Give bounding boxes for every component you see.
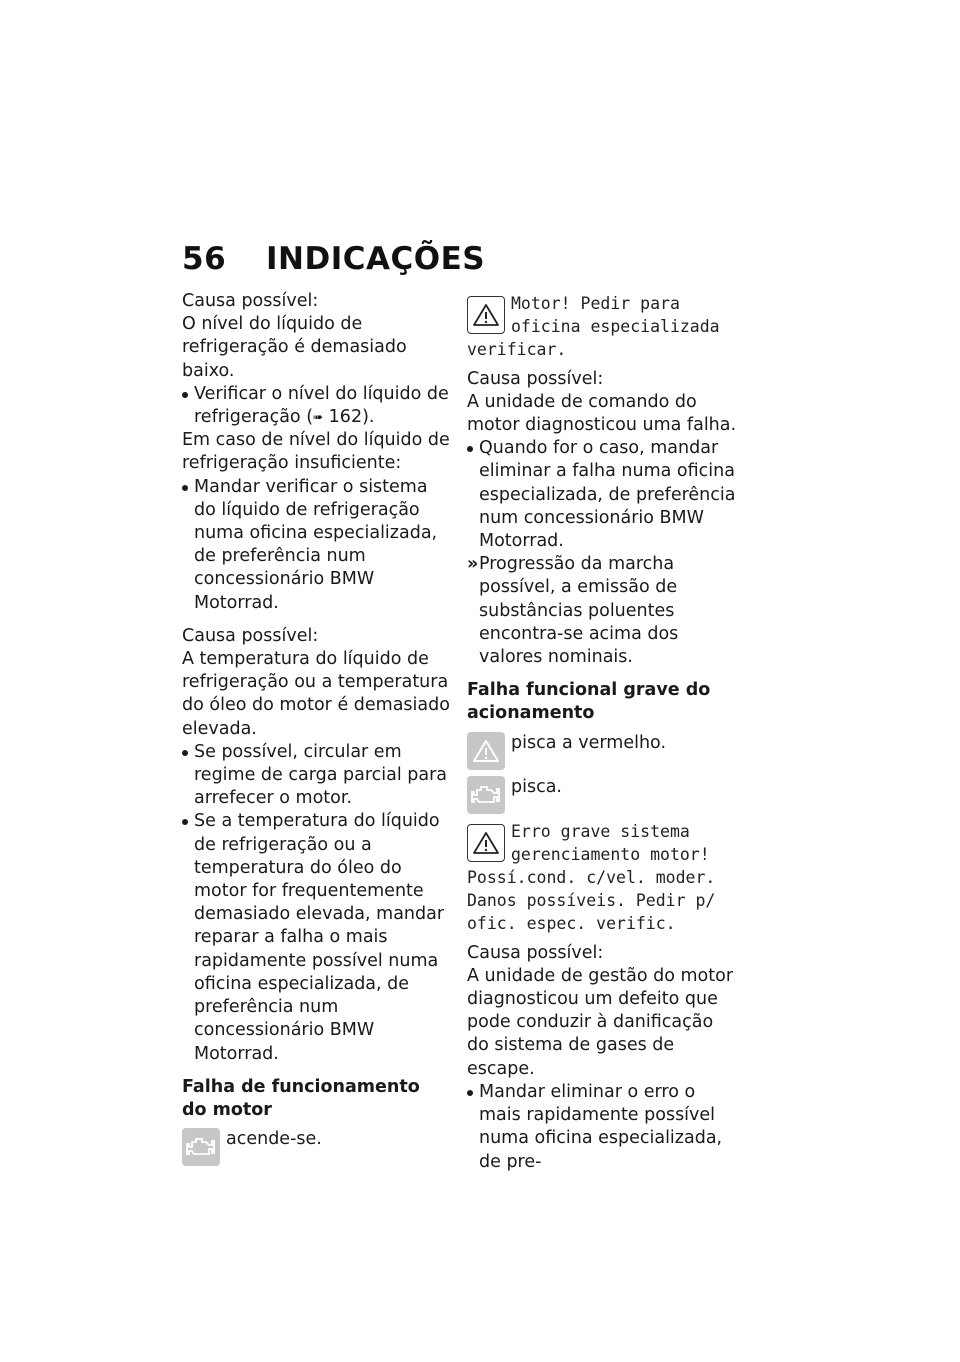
right-column: [467, 290, 739, 1174]
warning-triangle-icon: [467, 824, 505, 862]
cause-label: Causa possível:: [182, 625, 319, 646]
cause-label: Causa possível:: [182, 291, 319, 311]
cause-label: Causa possível:: [467, 368, 604, 389]
bullet-item: Verificar o nível do líquido de refrigeração (➠ 162).: [182, 383, 450, 429]
engine-check-icon: [467, 776, 505, 814]
page-title: INDICAÇÕES: [266, 241, 486, 277]
indicator-text: pisca a vermelho.: [511, 732, 667, 753]
cause-text: A temperatura do líquido de refrigeração ou a temperatura do óleo do motor é demasiado elevada.: [182, 649, 450, 739]
bullet-item: Mandar eliminar o erro o mais rapidamente possível numa oficina especializada, de pre-: [467, 1081, 739, 1174]
page-header: [182, 241, 485, 277]
indicator-row: [467, 776, 739, 814]
cause-text: A unidade de gestão do motor diagnosticou um defeito que pode conduzir à danificação do sistema de gases de escape.: [467, 965, 734, 1079]
left-column: [182, 290, 450, 1172]
bullet-item: Quando for o caso, mandar eliminar a falha numa oficina especializada, de preferência num concessionário BMW Motorrad.: [467, 437, 739, 553]
bullet-item: Se a temperatura do líquido de refrigeração ou a temperatura do óleo do motor for frequentemente demasiado elevada, mandar reparar a falha o mais rapidamente possível numa oficina especializada, de preferência num concessionário BMW Motorrad.: [182, 810, 450, 1065]
condition-text: Em caso de nível do líquido de refrigeração insuficiente:: [182, 430, 450, 474]
cause-text: O nível do líquido de refrigeração é demasiado baixo.: [182, 314, 407, 381]
warning-triangle-icon: [467, 732, 505, 770]
engine-check-icon: [182, 1128, 220, 1166]
arrow-right-icon: ➠: [313, 410, 324, 425]
display-message: Erro grave sistema gerenciamento motor! Possí.cond. c/vel. moder. Danos possíveis. Pedir p/ ofic. espec. verific.: [467, 821, 716, 934]
result-item: » Progressão da marcha possível, a emissão de substâncias poluentes encontra-se acima dos valores nominais.: [467, 554, 679, 668]
indicator-row: [182, 1128, 450, 1166]
indicator-row: [467, 732, 739, 770]
cause-text: A unidade de comando do motor diagnosticou uma falha.: [467, 391, 737, 436]
section-heading: Falha de funcionamento do motor: [182, 1076, 420, 1120]
display-message: Motor! Pedir para oficina especializada verificar.: [467, 294, 720, 360]
page-reference[interactable]: 162: [328, 407, 363, 428]
section-heading: Falha funcional grave do acionamento: [467, 680, 711, 724]
warning-triangle-icon: [467, 296, 505, 334]
cause-label: Causa possível:: [467, 942, 604, 963]
indicator-text: pisca.: [511, 776, 562, 797]
page-number: 56: [182, 241, 227, 277]
bullet-item: Se possível, circular em regime de carga parcial para arrefecer o motor.: [182, 741, 450, 811]
bullet-item: Mandar verificar o sistema do líquido de refrigeração numa oficina especializada, de preferência num concessionário BMW Motorrad.: [182, 476, 450, 615]
indicator-text: acende-se.: [226, 1129, 322, 1150]
